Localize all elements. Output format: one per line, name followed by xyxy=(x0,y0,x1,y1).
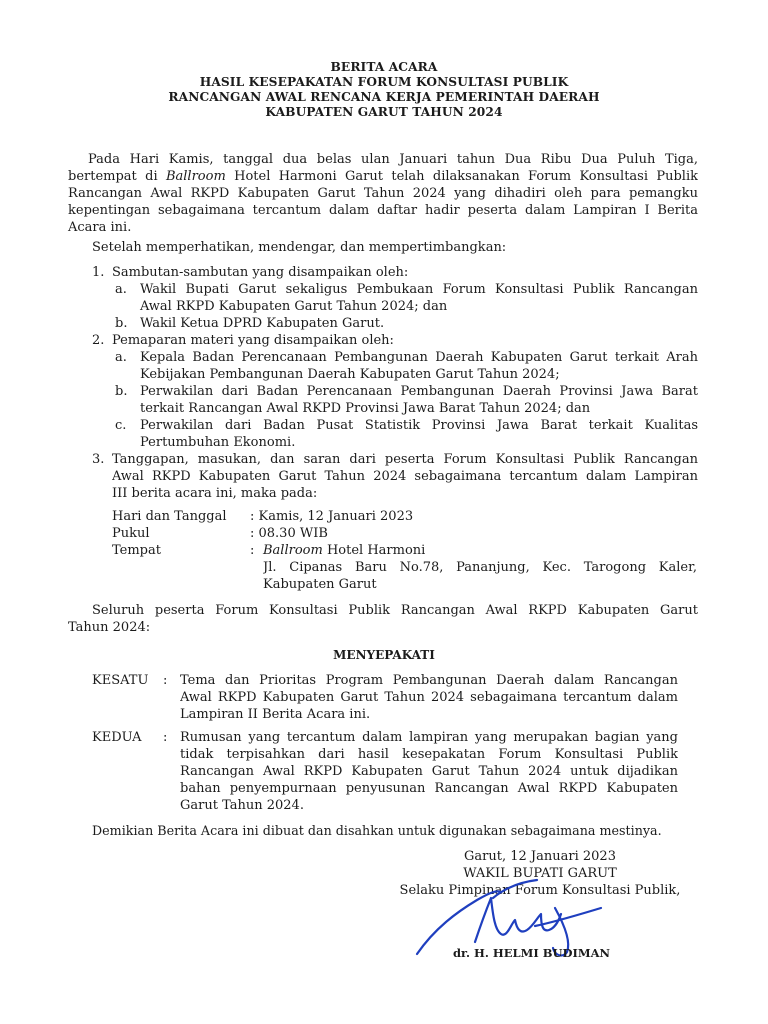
place-rest: Hotel Harmoni xyxy=(322,543,426,558)
signature-stroke-2 xyxy=(475,898,561,942)
kedua-colon: : xyxy=(163,730,168,745)
opening-line-5: Acara ini. xyxy=(68,220,132,235)
signature-stroke-5 xyxy=(493,880,537,898)
kesatu-line-2: Awal RKPD Kabupaten Garut Tahun 2024 sebagaimana tercantum dalam xyxy=(180,690,678,705)
kedua-line-2: tidak terpisahkan dari hasil kesepakatan Forum Konsultasi Publik xyxy=(180,747,678,762)
signatory-name: dr. H. HELMI BUDIMAN xyxy=(453,946,611,960)
place-italic: Ballroom xyxy=(263,543,323,558)
place-value xyxy=(263,542,425,559)
item-2a-line-1: Kepala Badan Perencanaan Pembangunan Daerah Kabupaten Garut terkait Arah xyxy=(140,350,698,365)
item-3-line-2: Awal RKPD Kabupaten Garut Tahun 2024 sebagaimana tercantum dalam Lampiran xyxy=(112,469,698,484)
participants-line-1: Seluruh peserta Forum Konsultasi Publik Rancangan Awal RKPD Kabupaten Garut xyxy=(92,603,698,618)
item-2a-line-2: Kebijakan Pembangunan Daerah Kabupaten Garut Tahun 2024; xyxy=(140,367,560,382)
item-1b-text: Wakil Ketua DPRD Kabupaten Garut. xyxy=(140,316,385,331)
address-line-1: Jl. Cipanas Baru No.78, Pananjung, Kec. Tarogong Kaler, xyxy=(263,560,697,575)
kedua-line-3: Rancangan Awal RKPD Kabupaten Garut Tahun 2024 untuk dijadikan xyxy=(180,764,678,779)
time-label: Pukul xyxy=(112,526,150,541)
kedua-line-5: Garut Tahun 2024. xyxy=(180,798,304,813)
kesatu-line-3: Lampiran II Berita Acara ini. xyxy=(180,707,371,722)
item-2b-marker: b. xyxy=(115,384,128,399)
signature-position: WAKIL BUPATI GARUT xyxy=(463,866,617,881)
kedua-label: KEDUA xyxy=(92,730,142,745)
opening-post: Hotel Harmoni Garut telah dilaksanakan Forum Konsultasi Publik xyxy=(225,169,698,184)
kedua-line-4: bahan penyempurnaan penyusunan Rancangan Awal RKPD Kabupaten xyxy=(180,781,678,796)
item-number-3: 3. xyxy=(92,452,105,467)
place-label: Tempat xyxy=(112,543,161,558)
doc-title: BERITA ACARA xyxy=(330,60,438,74)
kedua-line-1: Rumusan yang tercantum dalam lampiran yang merupakan bagian yang xyxy=(180,730,678,745)
participants-line-2: Tahun 2024: xyxy=(68,620,151,635)
doc-subtitle-2: RANCANGAN AWAL RENCANA KERJA PEMERINTAH DAERAH xyxy=(168,90,600,104)
kesatu-line-1: Tema dan Prioritas Program Pembangunan Daerah dalam Rancangan xyxy=(180,673,678,688)
signature-place-date: Garut, 12 Januari 2023 xyxy=(464,849,616,864)
item-2a-marker: a. xyxy=(115,350,127,365)
item-1a-line-2: Awal RKPD Kabupaten Garut Tahun 2024; dan xyxy=(140,299,448,314)
opening-italic: Ballroom xyxy=(165,169,226,184)
place-colon: : xyxy=(250,543,255,558)
item-1b-marker: b. xyxy=(115,316,128,331)
closing-text: Demikian Berita Acara ini dibuat dan disahkan untuk digunakan sebagaimana mestinya. xyxy=(92,823,662,838)
signature-role: Selaku Pimpinan Forum Konsultasi Publik, xyxy=(399,883,681,898)
doc-subtitle-3: KABUPATEN GARUT TAHUN 2024 xyxy=(265,105,503,119)
day-value: : Kamis, 12 Januari 2023 xyxy=(250,509,414,524)
day-label: Hari dan Tanggal xyxy=(112,509,227,524)
agree-title: MENYEPAKATI xyxy=(333,648,435,662)
item-2-text: Pemaparan materi yang disampaikan oleh: xyxy=(112,333,394,348)
item-2c-line-2: Pertumbuhan Ekonomi. xyxy=(140,435,296,450)
opening-line-2 xyxy=(68,168,698,185)
opening-pre: bertempat di xyxy=(68,169,166,184)
opening-line-3: Rancangan Awal RKPD Kabupaten Garut Tahun 2024 yang dihadiri oleh para pemangku xyxy=(68,186,698,201)
item-1a-marker: a. xyxy=(115,282,127,297)
item-2b-line-1: Perwakilan dari Badan Perencanaan Pembangunan Daerah Provinsi Jawa Barat xyxy=(140,384,698,399)
item-1-text: Sambutan-sambutan yang disampaikan oleh: xyxy=(112,265,409,280)
opening-line-1: Pada Hari Kamis, tanggal dua belas ulan Januari tahun Dua Ribu Dua Puluh Tiga, xyxy=(88,152,698,167)
item-3-line-3: III berita acara ini, maka pada: xyxy=(112,486,318,501)
doc-subtitle-1: HASIL KESEPAKATAN FORUM KONSULTASI PUBLIK xyxy=(199,75,569,89)
item-2c-marker: c. xyxy=(115,418,127,433)
item-2b-line-2: terkait Rancangan Awal RKPD Provinsi Jawa Barat Tahun 2024; dan xyxy=(140,401,591,416)
opening-line-4: kepentingan sebagaimana tercantum dalam daftar hadir peserta dalam Lampiran I Berita xyxy=(68,203,698,218)
address-line-2: Kabupaten Garut xyxy=(263,577,377,592)
kesatu-label: KESATU xyxy=(92,673,149,688)
signature-stroke-4 xyxy=(535,908,601,926)
kesatu-colon: : xyxy=(163,673,168,688)
item-1a-line-1: Wakil Bupati Garut sekaligus Pembukaan Forum Konsultasi Publik Rancangan xyxy=(140,282,698,297)
considering-text: Setelah memperhatikan, mendengar, dan mempertimbangkan: xyxy=(92,240,507,255)
item-2c-line-1: Perwakilan dari Badan Pusat Statistik Provinsi Jawa Barat terkait Kualitas xyxy=(140,418,698,433)
time-value: : 08.30 WIB xyxy=(250,526,328,541)
item-number-2: 2. xyxy=(92,333,105,348)
item-number-1: 1. xyxy=(92,265,105,280)
item-3-line-1: Tanggapan, masukan, dan saran dari peserta Forum Konsultasi Publik Rancangan xyxy=(112,452,698,467)
